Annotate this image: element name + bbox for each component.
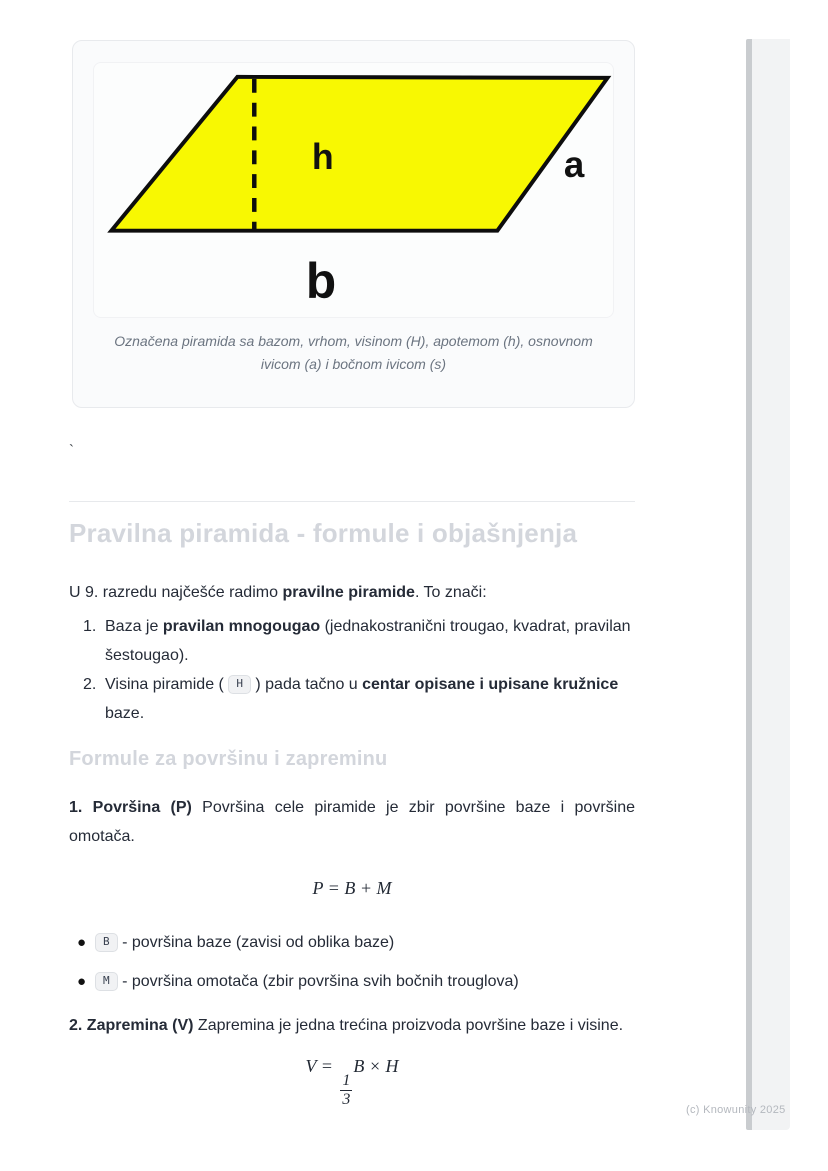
- list-item-text-mid: ) pada tačno u: [250, 676, 363, 693]
- bullet-item-text: - površina omotača (zbir površina svih bočnih trouglova): [122, 973, 519, 990]
- surface-formula: P = B + M: [312, 878, 392, 898]
- volume-paragraph-bold: 2. Zapremina (V): [69, 1017, 194, 1034]
- bullet-list: [69, 928, 635, 1006]
- parallelogram-figure: [93, 62, 614, 318]
- surface-paragraph-bold: 1. Površina (P): [69, 799, 192, 816]
- adjacent-page-edge: [752, 39, 790, 1130]
- volume-formula: [69, 1056, 635, 1108]
- label-base: b: [305, 253, 337, 310]
- variable-chip-M: M: [95, 972, 118, 991]
- list-item-text-bold: pravilan mnogougao: [162, 618, 321, 635]
- bullet-dot: ●: [77, 973, 87, 990]
- list-item-number: 2.: [83, 676, 97, 693]
- variable-chip-B: B: [95, 933, 118, 952]
- list-item-number: 1.: [83, 618, 97, 635]
- volume-paragraph-text: Zapremina je jedna trećina proizvoda površine baze i visine.: [193, 1017, 624, 1034]
- intro-paragraph: [69, 578, 635, 607]
- stray-backtick-text: `: [69, 442, 74, 459]
- list-item-text-post: baze.: [105, 705, 145, 722]
- figure-card: [72, 40, 635, 408]
- volume-paragraph: [69, 1011, 635, 1040]
- list-item: [69, 612, 635, 670]
- volume-formula-equals: =: [316, 1056, 338, 1076]
- fraction-denominator: 3: [342, 1090, 351, 1108]
- bullet-item: [69, 967, 635, 997]
- one-third-fraction: [340, 1072, 352, 1108]
- surface-paragraph-text: Površina cele piramide je zbir površine baze i površine omotača.: [69, 799, 636, 845]
- section-divider: [69, 501, 635, 502]
- list-item-text-pre: Baza je: [105, 618, 163, 635]
- list-item-text-post: (jednakostranični trougao, kvadrat, pravilan šestougao).: [105, 618, 631, 664]
- volume-formula-lhs: V: [305, 1056, 317, 1076]
- figure-caption: Označena piramida sa bazom, vrhom, visinom (H), apotemom (h), osnovnom ivicom (a) i bočnom ivicom (s): [114, 333, 593, 373]
- bullet-dot: ●: [77, 934, 87, 951]
- intro-text-post: . To znači:: [414, 584, 487, 601]
- label-height: h: [311, 137, 334, 178]
- list-item-text-pre: Visina piramide (: [105, 676, 229, 693]
- parallelogram-shape: [111, 77, 607, 231]
- list-item-text-bold: centar opisane i upisane kružnice: [362, 676, 619, 693]
- bullet-item-text: - površina baze (zavisi od oblika baze): [122, 934, 395, 951]
- bullet-item: [69, 928, 635, 958]
- numbered-list: [69, 612, 635, 728]
- parallelogram-diagram: [94, 63, 613, 317]
- adjacent-page-edge-shadow: [746, 39, 752, 1130]
- intro-text-pre: U 9. razredu najčešće radimo: [69, 584, 283, 601]
- variable-chip-H: H: [228, 675, 251, 694]
- copyright-watermark: (c) Knowunity 2025: [686, 1104, 786, 1116]
- list-item: [69, 670, 635, 728]
- volume-formula-rhs: B × H: [353, 1056, 399, 1076]
- fraction-numerator: 1: [342, 1072, 351, 1089]
- surface-paragraph: [69, 793, 635, 851]
- section-title: Pravilna piramida - formule i objašnjenja: [69, 518, 578, 548]
- label-side: a: [563, 144, 585, 186]
- intro-text-bold: pravilne piramide: [282, 584, 415, 601]
- subsection-title: Formule za površinu i zapreminu: [69, 748, 388, 770]
